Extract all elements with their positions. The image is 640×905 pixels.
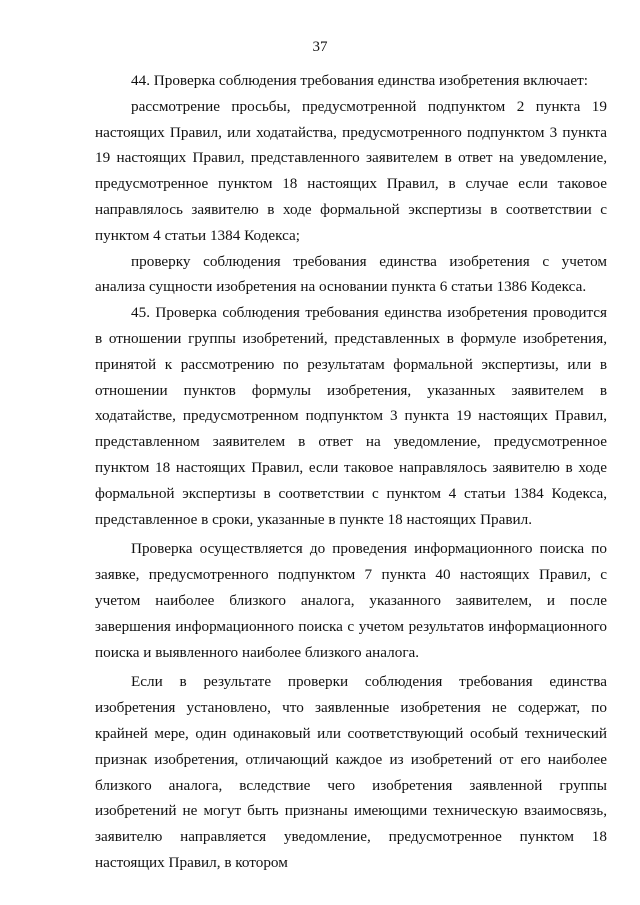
paragraph-45-check: Проверка осуществляется до проведения информационного поиска по заявке, предусмотренного подпунктом 7 пункта 40 настоящих Правил, с учетом наиболее близкого аналога, указанного заявителем, и после завершения информационного поиска с учетом результатов информационного поиска и выявленного наиболее близкого аналога. — [95, 540, 607, 661]
document-body — [95, 68, 607, 876]
paragraph-45-result: Если в результате проверки соблюдения требования единства изобретения установлено, что заявленные изобретения не содержат, по крайней мере, один одинаковый или соответствующий особый технический признак изобретения, отличающий каждое из изобретений от его наиболее близкого аналога, вследствие чего изобретения заявленной группы изобретений не могут быть признаны имеющими техническую взаимосвязь, заявителю направляется уведомление, предусмотренное пунктом 18 настоящих Правил, в котором — [95, 673, 607, 871]
paragraph-45: 45. Проверка соблюдения требования единства изобретения проводится в отношении группы изобретений, представленных в формуле изобретения, принятой к рассмотрению по результатам формальной экспертизы, или в отношении пунктов формулы изобретения, указанных заявителем в ходатайстве, предусмотренном подпунктом 3 пункта 19 настоящих Правил, представленном заявителем в ответ на уведомление, предусмотренное пунктом 18 настоящих Правил, если таковое направлялось заявителю в ходе формальной экспертизы в соответствии с пунктом 4 статьи 1384 Кодекса, представленное в сроки, указанные в пункте 18 настоящих Правил. — [95, 304, 607, 528]
page-number: 37 — [312, 39, 328, 55]
paragraph-44-item-2: проверку соблюдения требования единства изобретения с учетом анализа сущности изобретения на основании пункта 6 статьи 1386 Кодекса. — [95, 252, 607, 296]
paragraph-44-item-1: рассмотрение просьбы, предусмотренной подпунктом 2 пункта 19 настоящих Правил, или ходатайства, предусмотренного подпунктом 3 пункта 19 настоящих Правил, представленного заявителем в ответ на уведомление, предусмотренное пунктом 18 настоящих Правил, в случае если таковое направлялось заявителю в ходе формальной экспертизы в соответствии с пунктом 4 статьи 1384 Кодекса; — [95, 97, 607, 244]
paragraph-44-heading: 44. Проверка соблюдения требования единства изобретения включает: — [131, 72, 589, 89]
